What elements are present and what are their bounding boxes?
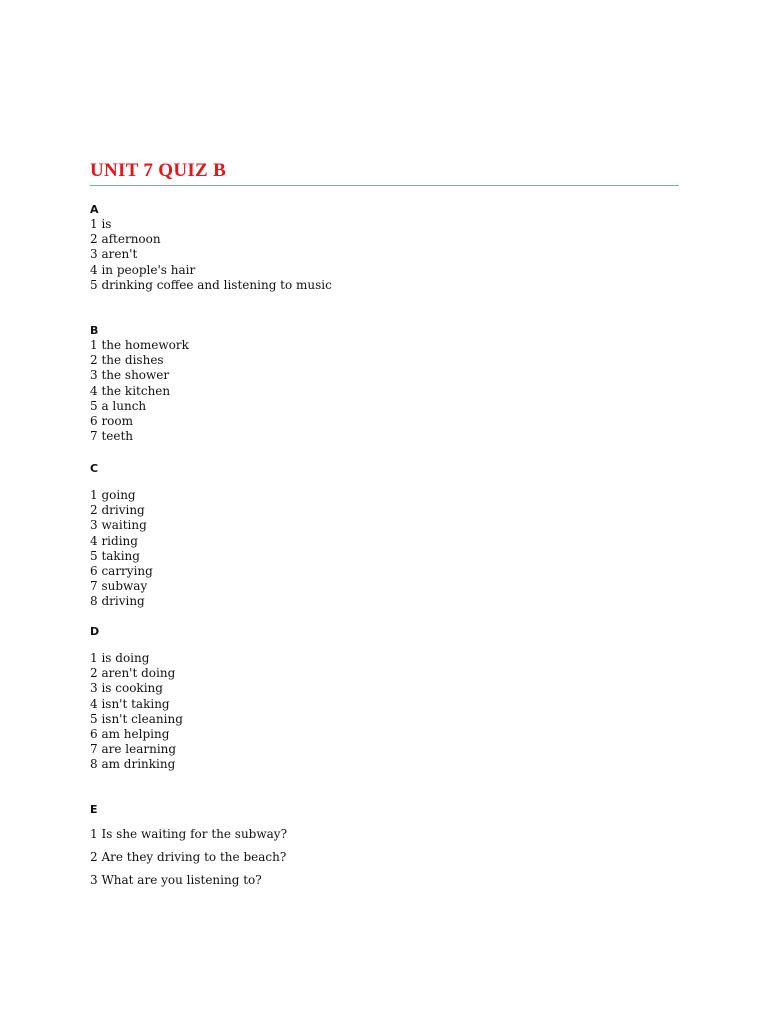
answer-item: 3 is cooking (90, 681, 163, 696)
answer-item: 3 What are you listening to? (90, 873, 262, 887)
answer-item: 2 aren't doing (90, 666, 176, 681)
answer-item: 2 the dishes (90, 353, 164, 368)
section-label: B (90, 324, 99, 337)
section-e (90, 802, 287, 896)
answer-item: 6 am helping (90, 727, 170, 742)
answer-list (90, 338, 189, 444)
answer-item: 5 a lunch (90, 398, 147, 413)
answer-item: 1 Is she waiting for the subway? (90, 827, 288, 841)
answer-item: 7 teeth (90, 429, 134, 444)
answer-item: 3 waiting (90, 518, 147, 533)
section-c (90, 461, 153, 610)
answer-item: 6 carrying (90, 564, 153, 579)
answer-item: 1 going (90, 488, 136, 502)
answer-item: 3 the shower (90, 368, 170, 383)
section-a (90, 202, 332, 293)
answer-item: 6 room (90, 414, 134, 429)
answer-item: 5 drinking coffee and listening to music (90, 277, 332, 292)
answer-item: 1 is (90, 217, 112, 231)
answer-item: 4 isn't taking (90, 696, 170, 711)
answer-item: 4 in people's hair (90, 262, 196, 277)
section-label: C (90, 462, 99, 475)
answer-item: 5 taking (90, 548, 140, 563)
answer-item: 4 the kitchen (90, 383, 171, 398)
section-b (90, 323, 189, 444)
answer-item: 1 the homework (90, 338, 189, 352)
answer-item: 7 are learning (90, 742, 177, 757)
answer-item: 8 am drinking (90, 757, 176, 772)
answer-list (90, 827, 287, 888)
answer-list (90, 217, 332, 293)
section-label: A (90, 203, 99, 216)
answer-item: 5 isn't cleaning (90, 711, 183, 726)
answer-item: 4 riding (90, 533, 138, 548)
answer-list (90, 651, 183, 773)
answer-list (90, 488, 153, 610)
page-title: UNIT 7 QUIZ B (90, 160, 227, 181)
answer-item: 2 driving (90, 503, 145, 518)
answer-item: 7 subway (90, 579, 148, 594)
title-divider (90, 185, 679, 186)
answer-item: 2 afternoon (90, 232, 161, 247)
answer-item: 1 is doing (90, 651, 150, 665)
answer-item: 2 Are they driving to the beach? (90, 850, 287, 864)
answer-item: 3 aren't (90, 247, 138, 262)
section-label: D (90, 625, 100, 638)
quiz-answer-page (90, 158, 680, 887)
answer-item: 8 driving (90, 594, 145, 609)
section-label: E (90, 803, 98, 816)
section-d (90, 624, 183, 773)
